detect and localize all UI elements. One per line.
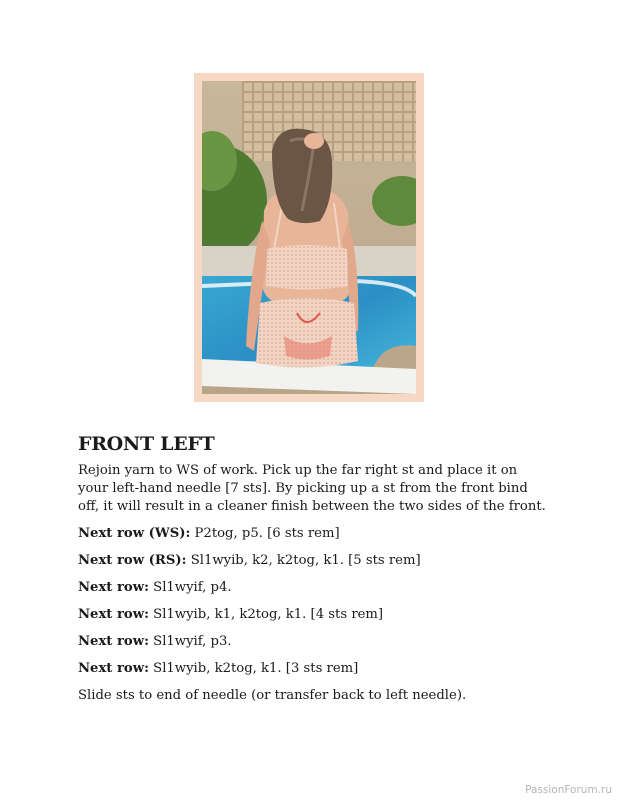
row-text: Sl1wyif, p4.	[148, 580, 232, 595]
row-text: Sl1wyif, p3.	[148, 634, 232, 649]
row-label: Next row (WS):	[78, 526, 191, 541]
row-label: Next row:	[78, 580, 149, 595]
row-text: Sl1wyib, k2tog, k1. [3 sts rem]	[148, 661, 359, 676]
closing-instruction: Slide sts to end of needle (or transfer back to left needle).	[78, 688, 467, 703]
model-photo	[202, 81, 416, 394]
row-label: Next row:	[78, 607, 149, 622]
row-label: Next row:	[78, 634, 149, 649]
instruction-row	[78, 552, 548, 570]
instruction-row	[78, 660, 548, 678]
photo-frame	[194, 73, 424, 402]
section-title: FRONT LEFT	[78, 433, 215, 455]
pattern-content	[78, 432, 548, 705]
instruction-row	[78, 525, 548, 543]
instruction-row	[78, 633, 548, 651]
row-text: Sl1wyib, k2, k2tog, k1. [5 sts rem]	[186, 553, 421, 568]
row-label: Next row (RS):	[78, 553, 187, 568]
instruction-row	[78, 579, 548, 597]
watermark: PassionForum.ru	[525, 784, 612, 796]
row-label: Next row:	[78, 661, 149, 676]
intro-paragraph: Rejoin yarn to WS of work. Pick up the far right st and place it on your left-hand needle [7 sts]. By picking up a st from the front bind off, it will result in a cleaner finish between the two sides of the front.	[78, 463, 546, 514]
row-text: Sl1wyib, k1, k2tog, k1. [4 sts rem]	[148, 607, 384, 622]
instruction-row	[78, 606, 548, 624]
row-text: P2tog, p5. [6 sts rem]	[190, 526, 340, 541]
